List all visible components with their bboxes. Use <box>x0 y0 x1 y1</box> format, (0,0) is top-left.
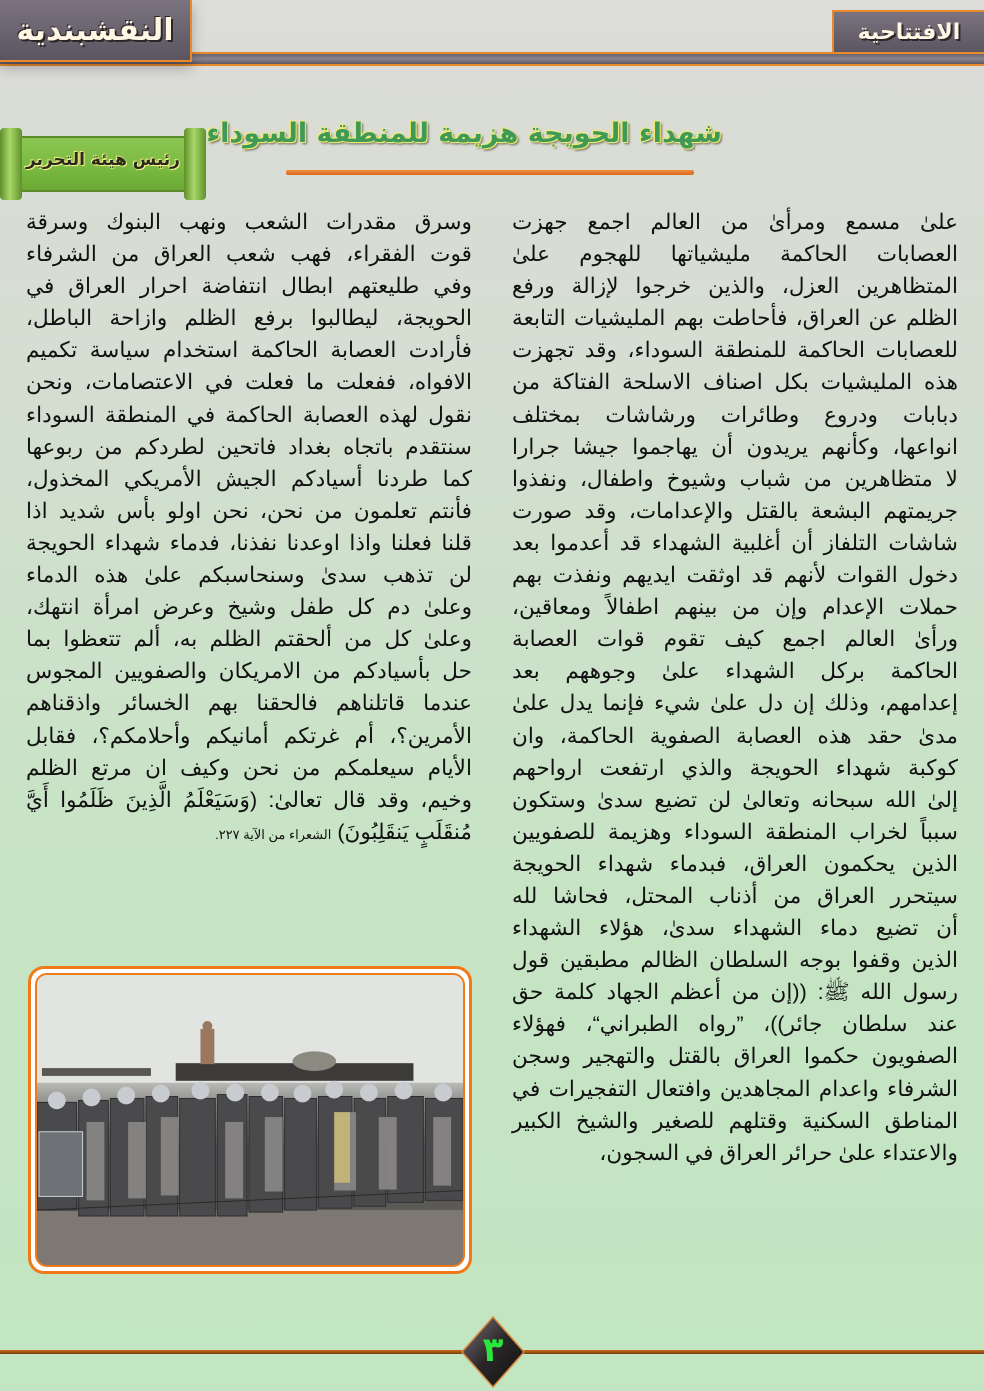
text-line: إعدامهم، وذلك إن دل علىٰ شيء فإنما يدل علىٰ <box>512 690 958 716</box>
text-line: حل بأسيادكم من الامريكان والصفويين المجوس <box>26 658 472 684</box>
text-line: الظلم عن العراق، فأحاطت بهم المليشيات التابعة <box>512 305 958 331</box>
text-line: قوت الفقراء، فهب شعب العراق من الشرفاء <box>26 241 472 267</box>
text-line: كوكبة شهداء الحويجة والذي ارتفعت ارواحهم <box>512 754 958 780</box>
text-line: فأنتم تعلمون من نحن، نحن اولو بأس شديد اذا <box>26 497 472 523</box>
text-line: الحاكمة بركل الشهداء علىٰ وجوههم بعد <box>512 658 958 684</box>
text-line: الذين وقفوا بوجه السلطان الظالم مطبقين قول <box>512 947 958 973</box>
text-line: سيتحرر العراق من أذناب المحتل، فحاشا لله <box>512 882 958 908</box>
text-line: الشرفاء واعدام المجاهدين وافتعال التفجيرات في <box>512 1075 958 1101</box>
author-label: رئيس هيئة التحرير <box>26 150 180 170</box>
text-line: لا متظاهرين من شباب وشيوخ واطفال، ونفذوا <box>512 465 958 491</box>
quran-line <box>26 816 472 851</box>
text-line: وعلىٰ دم كل طفل وشيخ وعرض امرأة انتهك، <box>26 594 472 620</box>
text-line: المتظاهرين العزل، والذين خرجوا لإزالة ورفع <box>512 273 958 299</box>
text-line: وخيم، وقد قال تعالىٰ: (وَسَيَعْلَمُ الَّذِينَ ظَلَمُوا أَيَّ <box>26 786 472 812</box>
text-line: الافواه، ففعلت ما فعلت في الاعتصامات، ونحن <box>26 369 472 395</box>
text-line: الحويجة، ليطالبوا برفع الظلم وازاحة الباطل، <box>26 305 472 331</box>
text-line: وفي طليعتهم ابطال انتفاضة احرار العراق في <box>26 273 472 299</box>
text-line: ورأىٰ العالم اجمع كيف تقوم قوات العصابة <box>512 626 958 652</box>
author-badge <box>0 128 206 200</box>
text-line: سبباً لخراب المنطقة السوداء وهزيمة للصفويين <box>512 818 958 844</box>
article-title: شهداء الحويجة هزيمة للمنطقة السوداء <box>206 118 722 149</box>
text-line: العصابات الحاكمة مليشياتها للهجوم علىٰ <box>512 241 958 267</box>
text-line: عند سلطان جائر))، ”رواه الطبراني“، فهؤلاء <box>512 1011 958 1037</box>
text-line: أن تضيع دماء الشهداء سدىٰ، هؤلاء الشهداء <box>512 915 958 941</box>
text-line: قلنا فعلنا واذا اوعدنا نفذنا، فدماء شهداء الحويجة <box>26 529 472 555</box>
text-line: فأرادت العصابة الحاكمة استخدام سياسة تكميم <box>26 337 472 363</box>
text-line: الأمرين؟، أم غرتكم أمانيكم وأحلامكم؟، فقابل <box>26 722 472 748</box>
magazine-name: النقشبندية <box>16 12 174 48</box>
text-line: الصفويون حكموا العراق بالقتل والتهجير وسجن <box>512 1043 958 1069</box>
quran-verse-end: مُنقَلَبٍ يَنقَلِبُونَ) <box>337 818 472 844</box>
title-underline <box>286 170 694 175</box>
text-line: لن تذهب سدىٰ وسنحاسبكم علىٰ هذه الدماء <box>26 562 472 588</box>
article-column-left <box>26 206 472 851</box>
text-line: وسرق مقدرات الشعب ونهب البنوك وسرقة <box>26 209 472 234</box>
article-photo <box>28 966 472 1274</box>
magazine-logo <box>0 0 192 62</box>
text-line: إلىٰ الله سبحانه وتعالىٰ لن تضيع سدىٰ وستكون <box>512 786 958 812</box>
text-line: الأيام سيعلمكم من نحن وكيف ان مرتع الظلم <box>26 754 472 780</box>
quran-reference: الشعراء من الآية ٢٢٧. <box>215 826 332 842</box>
text-line: جريمتهم البشعة بالقتل والإعدامات، وقد صورت <box>512 497 958 523</box>
text-line: شاشات التلفاز أن أغلبية الشهداء قد أعدموا بعد <box>512 529 958 555</box>
text-line: دخول القوات لأنهم قد اوثقت ايديهم ونفذت بهم <box>512 562 958 588</box>
text-line: كما طردنا أسيادكم الجيش الأمريكي المخذول، <box>26 465 472 491</box>
text-line: هذه المليشيات بكل اصناف الاسلحة الفتاكة من <box>512 369 958 395</box>
text-line: مدىٰ حقد هذه العصابة الصفوية الحاكمة، وان <box>512 722 958 748</box>
section-tab <box>832 10 984 54</box>
section-label: الافتتاحية <box>857 19 961 45</box>
text-line: والاعتداء علىٰ حرائر العراق في السجون، <box>599 1139 958 1165</box>
photo-riot-police <box>35 973 465 1267</box>
text-line: حملات الإعدام وإن من بينهم اطفالاً ومعاقين، <box>512 594 958 620</box>
text-line: دبابات ودروع وطائرات ورشاشات بمختلف <box>512 401 958 427</box>
page-number-badge <box>461 1316 525 1388</box>
text-line: المناطق السكنية وقتلهم للصغير والشيخ الكبير <box>512 1107 958 1133</box>
page-number: ٣ <box>482 1330 504 1370</box>
text-line: عندما قاتلناهم فالحقنا بهم الخسائر واذقناهم <box>26 690 472 716</box>
text-line: انواعها، وكأنهم يريدون أن يهاجموا جيشا جرارا <box>512 433 958 459</box>
text-line: نقول لهذه العصابة الحاكمة في المنطقة السوداء <box>26 401 472 427</box>
text-line: وعلىٰ كل من ألحقتم الظلم به، ألم تتعظوا بما <box>26 626 472 652</box>
text-line: للعصابات الحاكمة للمنطقة السوداء، وقد تجهزت <box>512 337 958 363</box>
text-line: الذين يحكمون العراق، فبدماء شهداء الحويجة <box>512 850 958 876</box>
text-line: رسول الله ﷺ: ((إن من أعظم الجهاد كلمة حق <box>512 979 958 1005</box>
text-line: سنتقدم باتجاه بغداد فاتحين لطردكم من ربوعها <box>26 433 472 459</box>
text-line: علىٰ مسمع ومرأىٰ من العالم اجمع جهزت <box>512 209 958 234</box>
article-column-right <box>512 206 958 1169</box>
photo-illustration <box>37 975 463 1265</box>
